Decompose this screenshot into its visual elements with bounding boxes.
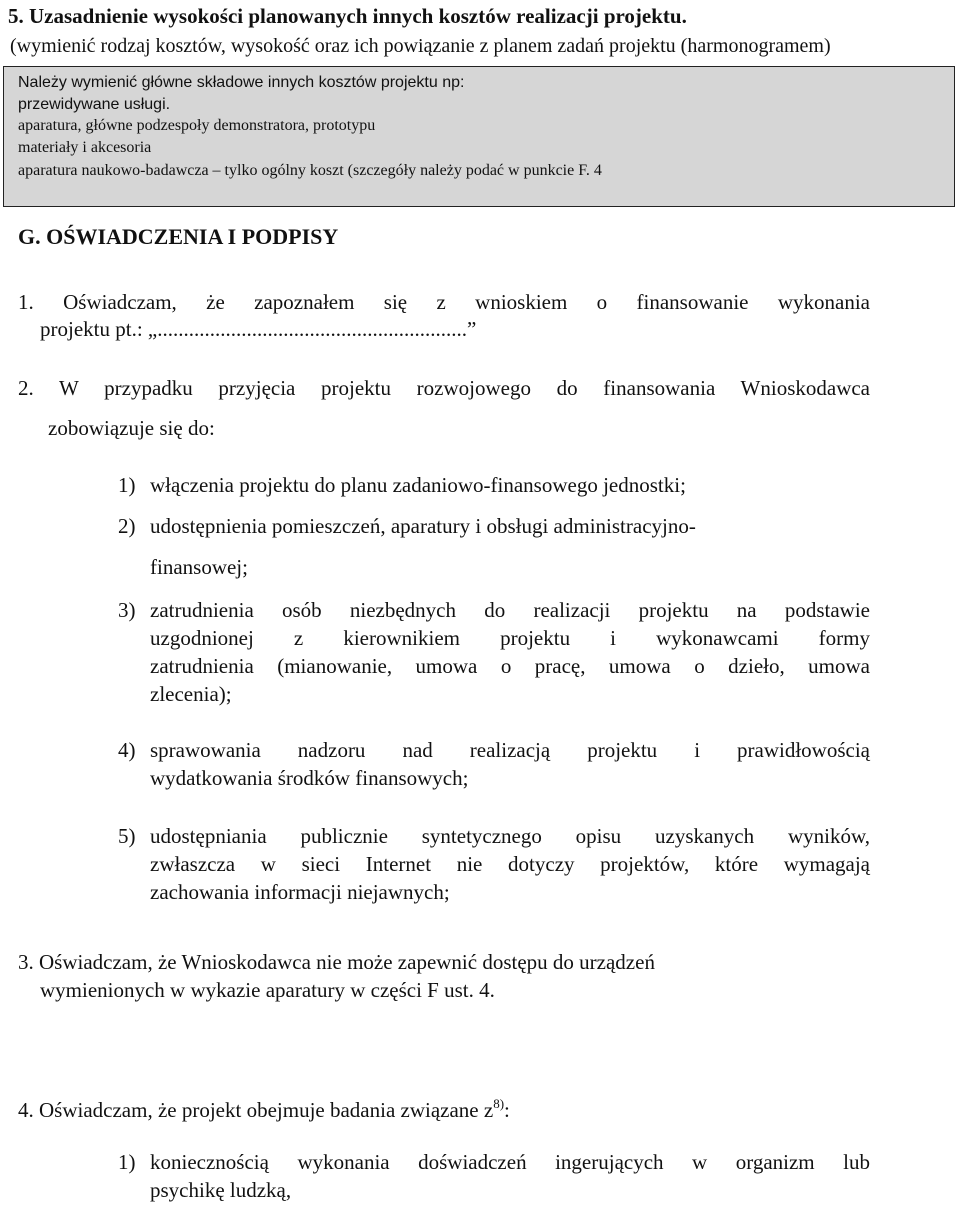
statement-2-line-1: 2. W przypadku przyjęcia projektu rozwojowego do finansowania Wnioskodawca <box>18 376 870 400</box>
list-item-line: zachowania informacji niejawnych; <box>150 880 450 904</box>
statement-3-line-2: wymienionych w wykazie aparatury w części F ust. 4. <box>40 978 495 1002</box>
section-5-title: 5. Uzasadnienie wysokości planowanych innych kosztów realizacji projektu. <box>8 4 687 28</box>
list-item-number: 5) <box>118 824 136 848</box>
box-line-4: materiały i akcesoria <box>18 139 152 156</box>
list-item-line: zatrudnienia (mianowanie, umowa o pracę, umowa o dzieło, umowa <box>150 654 870 678</box>
list-item-line: zatrudnienia osób niezbędnych do realizacji projektu na podstawie <box>150 598 870 622</box>
list-item-number: 1) <box>118 1150 136 1174</box>
list-item-line: psychikę ludzką, <box>150 1178 292 1202</box>
list-item-number: 4) <box>118 738 136 762</box>
list-item-line: uzgodnionej z kierownikiem projektu i wykonawcami formy <box>150 626 870 650</box>
list-item-line: sprawowania nadzoru nad realizacją projektu i prawidłowością <box>150 738 870 762</box>
footnote-ref: 8) <box>493 1096 505 1111</box>
statement-4-line <box>18 1096 510 1123</box>
list-item-number: 3) <box>118 598 136 622</box>
list-item-number: 2) <box>118 514 136 538</box>
section-5-subtitle: (wymienić rodzaj kosztów, wysokość oraz ich powiązanie z planem zadań projektu (harmonogramem) <box>10 35 831 57</box>
section-g-heading: G. OŚWIADCZENIA I PODPISY <box>18 224 339 249</box>
list-item-line: finansowej; <box>150 555 248 579</box>
list-item-line: udostępnienia pomieszczeń, aparatury i obsługi administracyjno- <box>150 514 696 538</box>
statement-4-colon: : <box>504 1098 510 1122</box>
list-item-line: udostępniania publicznie syntetycznego opisu uzyskanych wyników, <box>150 824 870 848</box>
statement-1-line-2: projektu pt.: „...........................................................” <box>40 317 477 341</box>
list-item-line: zwłaszcza w sieci Internet nie dotyczy projektów, które wymagają <box>150 852 870 876</box>
list-item-line: wydatkowania środków finansowych; <box>150 766 469 790</box>
list-item-line: zlecenia); <box>150 682 232 706</box>
list-item-number: 1) <box>118 473 136 497</box>
list-item-line: włączenia projektu do planu zadaniowo-finansowego jednostki; <box>150 473 686 497</box>
box-line-5: aparatura naukowo-badawcza – tylko ogólny koszt (szczegóły należy podać w punkcie F. 4 <box>18 162 602 179</box>
box-line-3: aparatura, główne podzespoły demonstratora, prototypu <box>18 117 376 134</box>
box-line-1: Należy wymienić główne składowe innych kosztów projektu np: <box>18 74 465 91</box>
box-line-2: przewidywane usługi. <box>18 96 171 113</box>
statement-4-text: 4. Oświadczam, że projekt obejmuje badania związane z <box>18 1098 494 1122</box>
statement-1-line-1: 1. Oświadczam, że zapoznałem się z wnioskiem o finansowanie wykonania <box>18 290 870 314</box>
statement-3-line-1: 3. Oświadczam, że Wnioskodawca nie może zapewnić dostępu do urządzeń <box>18 950 655 974</box>
statement-2-line-2: zobowiązuje się do: <box>48 416 215 440</box>
list-item-line: koniecznością wykonania doświadczeń ingerujących w organizm lub <box>150 1150 870 1174</box>
instructions-box <box>3 66 955 207</box>
